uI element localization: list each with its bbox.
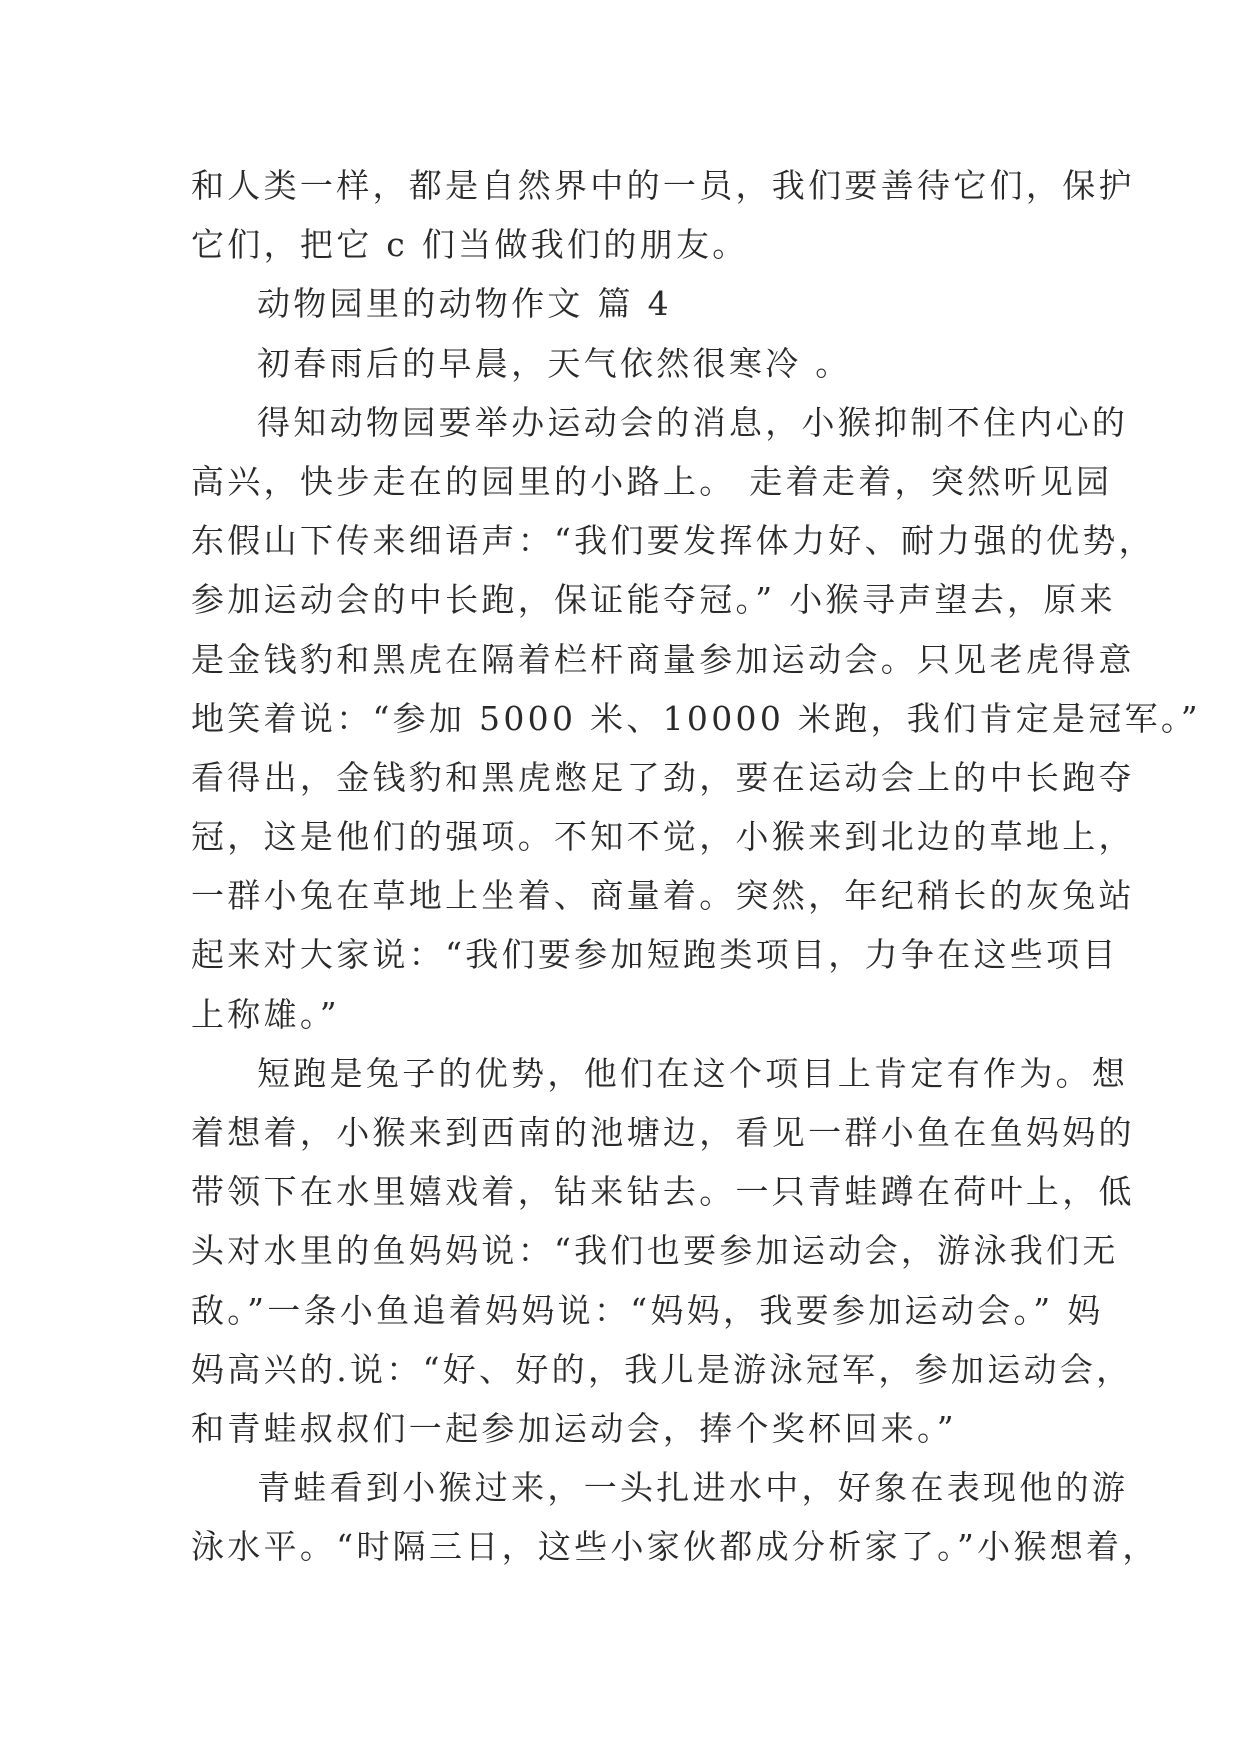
text-line: 青蛙看到小猴过来，一头扎进水中，好象在表现他的游 [257,1468,1129,1508]
text-line: 看得出，金钱豹和黑虎憋足了劲，要在运动会上的中长跑夺 [191,757,1135,797]
text-line: 地笑着说：“参加 5000 米、10000 米跑，我们肯定是冠军。” [191,698,1201,738]
text-line: 它们，把它 c 们当做我们的朋友。 [191,225,749,265]
text-line: 初春雨后的早晨，天气依然很寒冷 。 [257,343,852,383]
text-line: 头对水里的鱼妈妈说：“我们也要参加运动会，游泳我们无 [191,1231,1119,1271]
text-line: 和人类一样，都是自然界中的一员，我们要善待它们，保护 [191,166,1135,205]
text-line: 东假山下传来细语声：“我们要发挥体力好、耐力强的优势， [191,521,1155,561]
text-line: 泳水平。“时隔三日，这些小家伙都成分析家了。”小猴想着， [191,1527,1159,1567]
text-line: 起来对大家说：“我们要参加短跑类项目，力争在这些项目 [191,935,1119,975]
text-line: 是金钱豹和黑虎在隔着栏杆商量参加运动会。只见老虎得意 [191,639,1135,679]
text-line: 着想着，小猴来到西南的池塘边，看见一群小鱼在鱼妈妈的 [191,1113,1135,1152]
text-line: 得知动物园要举办运动会的消息，小猴抑制不住内心的 [257,402,1129,442]
text-line: 妈高兴的.说：“好、好的，我儿是游泳冠军，参加运动会， [191,1349,1133,1389]
text-line: 和青蛙叔叔们一起参加运动会，捧个奖杯回来。” [191,1408,957,1448]
text-line: 敌。”一条小鱼追着妈妈说：“妈妈，我要参加运动会。” 妈 [191,1290,1104,1330]
text-line: 上称雄。” [191,994,340,1034]
text-line: 参加运动会的中长跑，保证能夺冠。” 小猴寻声望去，原来 [191,580,1116,620]
text-line: 一群小兔在草地上坐着、商量着。突然，年纪稍长的灰兔站 [191,876,1135,916]
document-body [191,156,1201,1577]
text-line: 动物园里的动物作文 篇 4 [257,284,672,324]
text-line: 冠，这是他们的强项。不知不觉，小猴来到北边的草地上， [191,817,1135,857]
text-line: 高兴，快步走在的园里的小路上。 走着走着，突然听见园 [191,461,1113,501]
text-line: 带领下在水里嬉戏着，钻来钻去。一只青蛙蹲在荷叶上，低 [191,1172,1135,1212]
text-line: 短跑是兔子的优势，他们在这个项目上肯定有作为。想 [257,1053,1129,1093]
